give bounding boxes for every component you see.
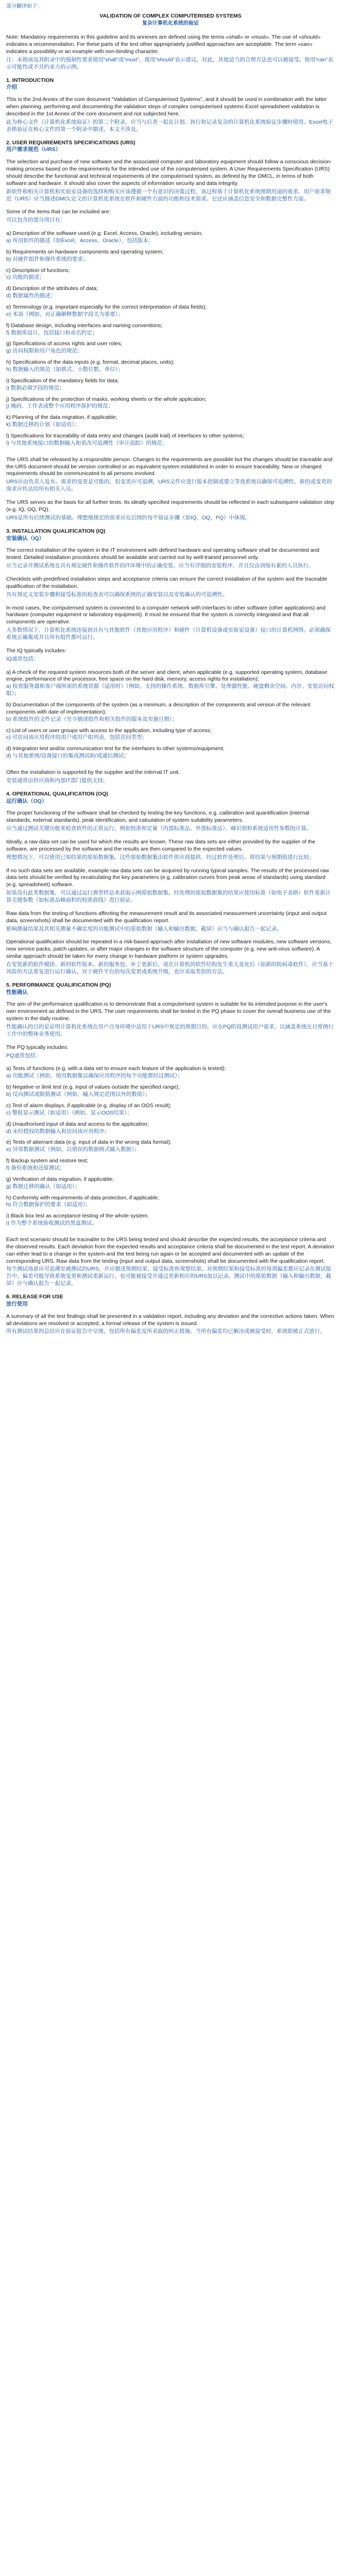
section-heading-zh: 介绍: [6, 84, 17, 91]
list-item-text-zh: c) 功能的描述；: [6, 274, 45, 281]
section: [6, 140, 335, 522]
section-heading-zh: 放行使用: [6, 1300, 28, 1307]
spacer: [6, 764, 335, 769]
section-heading-zh: 性能确认: [6, 989, 28, 995]
paragraph-zh: 大多数情况下，计算机化系统连接到具有与其他软件（其他应用程序）和硬件（计算机设备或实验室设备）接口的计算机网络。必须确保系统正确集成并且所有组件都可运行。: [6, 627, 331, 640]
paragraph-zh: PQ通常包括：: [6, 1052, 41, 1059]
section-heading-zh: 安装确认（IQ）: [6, 535, 45, 541]
list-item-text: e) Terminology (e.g. important especially for the correct interpretation of data fields);: [6, 304, 207, 311]
paragraph-zh: URS应由负责人发布。需求的变更是可能的，但变更应可追溯，URS文件应进行版本控制或建立等效系统以确保可追溯性。新的或变更的需求应传达给所有相关人员。: [6, 479, 332, 493]
section-heading: 3. INSTALLATION QUALIFICATION (IQ): [6, 528, 106, 534]
paragraph-zh: URS是所有后续测试的基础。理想地规定的需求应在后续的每个验证步骤（如IQ、OQ、PQ）中体现。: [6, 514, 251, 521]
list-item-text-zh: b) 系统组件的文件记录（至少描述组件和相关组件的版本及实施日期）；: [6, 716, 178, 722]
list-item: [6, 1084, 335, 1098]
list-item: [6, 702, 335, 723]
section-heading: 5. PERFORMANCE QUALIFICATION (PQ): [6, 981, 111, 988]
list-item: [6, 396, 335, 411]
paragraph: Often the installation is supported by the supplier and the internal IT unit.: [6, 769, 180, 775]
list-item-text: b) Documentation of the components of the system (as a minimum, a description of the components and version of the relevant components with date of implementation);: [6, 701, 311, 715]
paragraph-zh: 安装通常由供应商和内部IT部门提供支持。: [6, 777, 109, 784]
list-item-text: a) A check of the required system resources both of the server and client, when applicable (e.g. supported operating system, database engine, performance of the processor, free space on the hard disk, memory, access rights for installation);: [6, 669, 328, 683]
paragraph-zh: 每个测试场景应可追溯至被测试的URS，并应描述预期结果、接受标准和观察结果。对预期结果和接受标准的每项偏差都应记录在测试报告中。偏差可能导致系统变更和测试重新运行，也可能被接受并通过更新相应的URS加以记录。测试中的原始数据（输入和输出数据，截屏）应与确认报告一起记录。: [6, 1266, 332, 1287]
section: [6, 982, 335, 1287]
list-item: [6, 1195, 335, 1209]
list-item: [6, 669, 335, 698]
paragraph-zh: 此为核心文件《计算机化系统验证》的第二个附录，应当与后者一起在计划、执行和记录复杂的计算机化系统验证步骤时使用。Excel电子表格验证在核心文件的第一个附录中描述，本文不涉及。: [6, 118, 333, 132]
paragraph: Raw data from the testing of functions affecting the measurement result and its associated measurement uncertainty (input and output data, screenshots) shall be documented with the qualification report.: [6, 910, 327, 924]
list-item: [6, 433, 335, 447]
list-item-text: b) Negative or limit test (e.g. input of values outside the specified range);: [6, 1084, 180, 1091]
list-item: [6, 323, 335, 337]
section: [6, 77, 335, 133]
paragraph-zh: 在安装新的软件模块、新的软件版本、新的服务包、补丁更新后，或在计算机的软件结构发生重大变化后（如新的防病毒软件），应当基于风险的方法重复进行运行确认。对于硬件平台的每次变更或系统升级，也应采取类似的方法。: [6, 961, 334, 975]
paragraph-zh: 所有测试结果的总结应在验证报告中呈现，包括所有偏差及所采取的纠正措施。当所有偏差均已解决或被接受时，系统即被正式放行。: [6, 1328, 326, 1335]
list-item-text-zh: d) 与其他系统/设备接口的集成测试和/或通信测试；: [6, 753, 129, 759]
list-item-text: i) Black box test as acceptance testing of the whole system.: [6, 1213, 149, 1219]
paragraph: The PQ typically includes:: [6, 1044, 69, 1050]
list-item-text: l) Specifications for traceability of data entry and changes (audit trail) of interfaces to other systems;: [6, 433, 244, 439]
list-item-text-zh: f) 备份系统和还原测试；: [6, 1164, 65, 1171]
list-item: [6, 378, 335, 392]
list-item-text: g) Verification of data migration, if applicable;: [6, 1176, 114, 1182]
paragraph-zh: 新软件和相关计算机和实验室设备的选择和购买应该遵循一个有意识的决策过程，该过程基于计算机化系统预期用途的需求。用户需求规范（URS）应当描述OMCL定义的计算机化系统在软件和硬件方面的功能和技术需求。它还应涵盖信息安全和数据完整性方面。: [6, 188, 331, 202]
note-paragraph: Note: Mandatory requirements in this guideline and its annexes are defined using the terms «shall» or «must». The use of «should» indicates a recommendation. For these parts of the text other appropriately justified approaches are acceptable. The term «can» indicates a possibility or an example with non-binding character.: [6, 34, 321, 55]
paragraph: Each test scenario should be traceable to the URS being tested and should describe the expected results, the acceptance criteria and the observed results. Each deviation from the expected results and acceptance criteria shall be documented in the test report. A deviation can either lead to a change in the system and the test being run again or be accepted and documented with an update of the corresponding URS. Raw data from the testing (input and output data, screenshots) shall be documented with the qualification report.: [6, 1236, 334, 1264]
section-heading-zh: 用户需求规范（URS）: [6, 146, 61, 153]
paragraph: In most cases, the computerised system is connected to a computer network with interfaces to other software (other applications) and hardware (computer equipment or laboratory equipment). It must be ensured that the system is correctly integrated and that all components are operative.: [6, 604, 326, 625]
list-item-text-zh: l) 与其他系统接口的数据输入和更改可追溯性（审计追踪）的规范；: [6, 439, 168, 446]
list-item-text: i) Specification of the mandatory fields for data;: [6, 377, 119, 384]
list-item-text-zh: d) 数据属性的描述；: [6, 293, 56, 299]
list-item-text-zh: d) 未经授权的数据输入和访问该应用程序；: [6, 1128, 110, 1134]
list-item: [6, 414, 335, 429]
list-item-text-zh: b) 对硬件组件和操作系统的要求；: [6, 256, 89, 262]
list-item-text: h) Conformity with requirements of data protection, if applicable;: [6, 1194, 160, 1201]
list-item-text: k) Planning of the data migration, if applicable;: [6, 414, 117, 421]
list-item-text: d) Description of the attributes of data;: [6, 285, 98, 292]
paragraph-zh: 影响测量结果及其相关测量不确定度的功能测试中的原始数据（输入和输出数据，截屏）应当与确认报告一起记录。: [6, 925, 282, 932]
paragraph: The aim of the performance qualification is to demonstrate that a computerised system is suitable for its intended purpose in the user's own environment as defined in the URS. The user requirements shall be tested in the PQ phase to cover the overall business use of the system in the daily routine.: [6, 1001, 331, 1022]
paragraph: The URS shall be released by a responsible person. Changes to the requirements are possible but the changes should be traceable and the URS document should be version controlled or an equivalent system established in order to ensure traceability. New or changed requirements should be communicated to all persons involved.: [6, 456, 333, 477]
paragraph: The correct installation of the system in the IT environment with defined hardware and operating software shall be documented and tested. Detailed installation procedures should be available and carried out by well-trained personnel only.: [6, 547, 319, 561]
section-heading: 2. USER REQUIREMENTS SPECIFICATIONS (URS): [6, 139, 135, 146]
list-item-text: j) Specifications of the protection of masks, working sheets or the whole application;: [6, 396, 207, 402]
list-item-text-zh: e) 术语（例如，对正确解释数据字段尤为重要）；: [6, 311, 124, 317]
list-item-text: f) Backup system and restore test;: [6, 1158, 89, 1164]
paragraph: The selection and purchase of new software and the associated computer and laboratory equipment should follow a conscious decision-making process based on the requirements for the intended use of the computerised system. A User Requirements Specification (URS) should describe the functional and technical requirements of the computerised system, as defined by the OMCL, in terms of both software and hardware. It should also cover the aspects of information security and data integrity.: [6, 159, 332, 187]
section-heading: 6. RELEASE FOR USE: [6, 1293, 63, 1300]
list-item: [6, 727, 335, 742]
spacer: [6, 1231, 335, 1236]
paragraph-zh: 应当记录并测试系统在具有规定硬件和操作软件的IT环境中的正确安装。应当有详细的安装程序，并且仅由训练有素的人员执行。: [6, 563, 314, 569]
paragraph: Operational qualification should be repeated in a risk-based approach after installation of new software modules, new software versions, new service packs, patch updates, or after major changes in the software structure of the computer (e.g. new anti-virus software). A similar approach should be taken for every change in hardware platform or system upgrades.: [6, 939, 332, 960]
list-item: [6, 1139, 335, 1154]
paragraph-zh: 应当通过测试关键功能来检查软件的正常运行，例如校准和定量（内部标准品、外部标准品）、峰识别和系统适用性参数的计算。: [6, 825, 312, 832]
paragraph: This is the 2nd Annex of the core document "Validation of Computerised Systems", and it should be used in combination with the latter when planning, performing and documenting the validation steps of complex computerised systems Excel spreadsheet validation is described in the 1st Annex of the core document and not subjected here.: [6, 96, 327, 117]
list-item-text: f) Database design, including interfaces and naming conventions;: [6, 322, 163, 329]
list-item: [6, 1213, 335, 1227]
paragraph-zh: 理想情况下，可以使用已知结果的原始数据集。这些原始数据集由软件供应商提供，经过软件处理后，将结果与预期值进行比较。: [6, 854, 315, 860]
list-item-text: e) Tests of aberrant data (e.g. input of data in the wrong data format);: [6, 1139, 172, 1146]
paragraph: Checklists with predefined installation steps and acceptance criteria can ensure the correct installation of the system and the traceable qualification of the installation.: [6, 575, 328, 589]
list-item-text-zh: i) 作为整个系统验收测试的黑盒测试。: [6, 1220, 97, 1227]
list-item-text: a) Tests of functions (e.g. with a data set to ensure each feature of the application is tested);: [6, 1065, 226, 1072]
list-item: [6, 1176, 335, 1191]
section-heading: 1. INTRODUCTION: [6, 77, 54, 83]
section: [6, 1294, 335, 1335]
list-item-text-zh: j) 掩码、工作表或整个应用程序保护的规范；: [6, 403, 114, 410]
paragraph-zh: 可以包含的部分项目有：: [6, 217, 66, 224]
list-item-text: d) Integration test and/or communication test for the interfaces to other systems/equipment;: [6, 745, 225, 752]
list-item: [6, 267, 335, 282]
note-paragraph-zh: 注：本指南及其附录中的强制性要求使用“shall”或“must”。使用“should”表示建议。对此，其他适当的合理方法也可以被接受。使用“can”表示可能性或不具约束力的示例。: [6, 56, 333, 70]
list-item-text: d) Unauthorised input of data and access to the application;: [6, 1121, 149, 1127]
document-title-zh: 复杂计算机化系统的验证: [142, 21, 199, 27]
list-item-text-zh: c) 警报显示测试（如适用）（例如，显示OOS结果）；: [6, 1109, 133, 1116]
list-item: [6, 1065, 335, 1080]
paragraph-zh: 性能确认的目的是证明计算机化系统在用户自身环境中适用于URS中规定的预期目的。应在PQ阶段测试用户需求，以涵盖系统在日常例行工作中的整体业务使用。: [6, 1024, 334, 1037]
list-item: [6, 285, 335, 300]
list-item-text-zh: a) 功能测试（例如，使用数据集以确保应用程序的每个功能都经过测试）；: [6, 1073, 183, 1079]
list-item: [6, 304, 335, 318]
paragraph: The proper functioning of the software shall be checked by testing the key functions, e.g. calibration and quantification (internal standards, external standards), peak identification, and calculation of system suitability parameters.: [6, 810, 309, 824]
spacer: [6, 451, 335, 456]
list-item-text: c) Test of alarm displays, if applicable (e.g. display of an OOS result);: [6, 1102, 172, 1109]
list-item: [6, 745, 335, 760]
list-item-text: a) Description of the software used (e.g. Excel, Access, Oracle), including version;: [6, 230, 203, 237]
list-item-text-zh: g) 访问权限和用户角色的规范；: [6, 348, 83, 354]
sections-container: [6, 77, 335, 1336]
list-item: [6, 230, 335, 245]
list-item-text: g) Specifications of access rights and user roles;: [6, 341, 123, 347]
section-heading-zh: 运行确认（OQ）: [6, 798, 47, 804]
list-item-text: b) Requirements on hardware components and operating system;: [6, 248, 164, 255]
list-item-text-zh: h) 数据输入的规范（如格式、小数位数、单位）；: [6, 366, 124, 373]
section-heading: 4. OPERATIONAL QUALIFICATION (OQ): [6, 790, 108, 797]
list-item-text-zh: c) 可访问该应用程序的用户或用户组列表，包括访问类型；: [6, 734, 148, 741]
paragraph-zh: 具有预定义安装步骤和接受标准的检查表可以确保系统的正确安装以及安装确认的可追溯性。: [6, 591, 228, 598]
list-item: [6, 341, 335, 355]
list-item-text: h) Specifications of the data inputs (e.g. format, decimal places, units);: [6, 359, 175, 366]
paragraph: Ideally, a raw data set can be used for which the results are known. These raw data sets are either provided by the supplier of the software, are processed by the software and the results are then compared to the expected values.: [6, 839, 316, 852]
list-item-text-zh: f) 数据库设计，包括接口和命名约定；: [6, 329, 98, 336]
list-item-text: c) Description of functions;: [6, 267, 70, 274]
list-item-text-zh: b) 反向测试或限值测试（例如，输入规定范围以外的数值）；: [6, 1091, 151, 1098]
document-title: VALIDATION OF COMPLEX COMPUTERISED SYSTEMS: [99, 13, 242, 20]
list-item: [6, 359, 335, 374]
list-item-text: c) List of users or user groups with access to the application, including type of access;: [6, 727, 212, 734]
list-item: [6, 1121, 335, 1136]
paragraph: The IQ typically includes:: [6, 647, 66, 654]
list-item: [6, 249, 335, 263]
paragraph-zh: IQ通常包括：: [6, 655, 39, 662]
list-item: [6, 1103, 335, 1117]
list-item-text-zh: g) 数据迁移的确认（如适用）；: [6, 1183, 80, 1190]
list-item-text-zh: e) 异常数据测试（例如，以错误的数据格式输入数据）；: [6, 1146, 140, 1153]
list-item-text-zh: a) 检查服务器和客户端所需的系统资源（适用时）（例如，支持的操作系统、数据库引擎、处理器性能、硬盘剩余空间、内存、安装访问权限）；: [6, 683, 335, 697]
list-item-text-zh: h) 符合数据保护的要求（如适用）；: [6, 1201, 91, 1208]
list-item-text-zh: i) 数据必填字段的规范；: [6, 384, 65, 391]
list-item-text-zh: a) 所用软件的描述（如Excel、Access、Oracle），包括版本；: [6, 238, 154, 244]
paragraph: The URS serves as the basis for all further tests. Its ideally specified requirements should be reflected in each subsequent validation step (e.g. IQ, OQ, PQ).: [6, 499, 334, 513]
section: [6, 528, 335, 785]
paragraph: Some of the items that can be included are:: [6, 209, 111, 215]
section: [6, 791, 335, 976]
paragraph-zh: 如果没有此类数据集，可以通过运行典型样品来获取示例原始数据集。经处理的原始数据集的结果应使用标准（如电子表格）软件重新计算关键参数（如标准品峰面积的校准曲线）进行验证。: [6, 890, 331, 904]
paragraph: A summary of all the test findings shall be presented in a validation report, including any deviation and the corrective actions taken. When all deviations are resolved or accepted, a formal release of the system is issued.: [6, 1313, 334, 1327]
translation-note: 部分翻译如下：: [6, 4, 42, 9]
list-item: [6, 1158, 335, 1172]
list-item-text-zh: k) 数据迁移的计划（如适用）；: [6, 421, 80, 428]
paragraph: If no such data sets are available, example raw data sets can be acquired by running typical samples. The results of the processed raw data sets should be verified by recalculating the key parameters (e.g. calibration curves from peak areas of standards) using standard (e.g. spreadsheet) software.: [6, 867, 329, 888]
